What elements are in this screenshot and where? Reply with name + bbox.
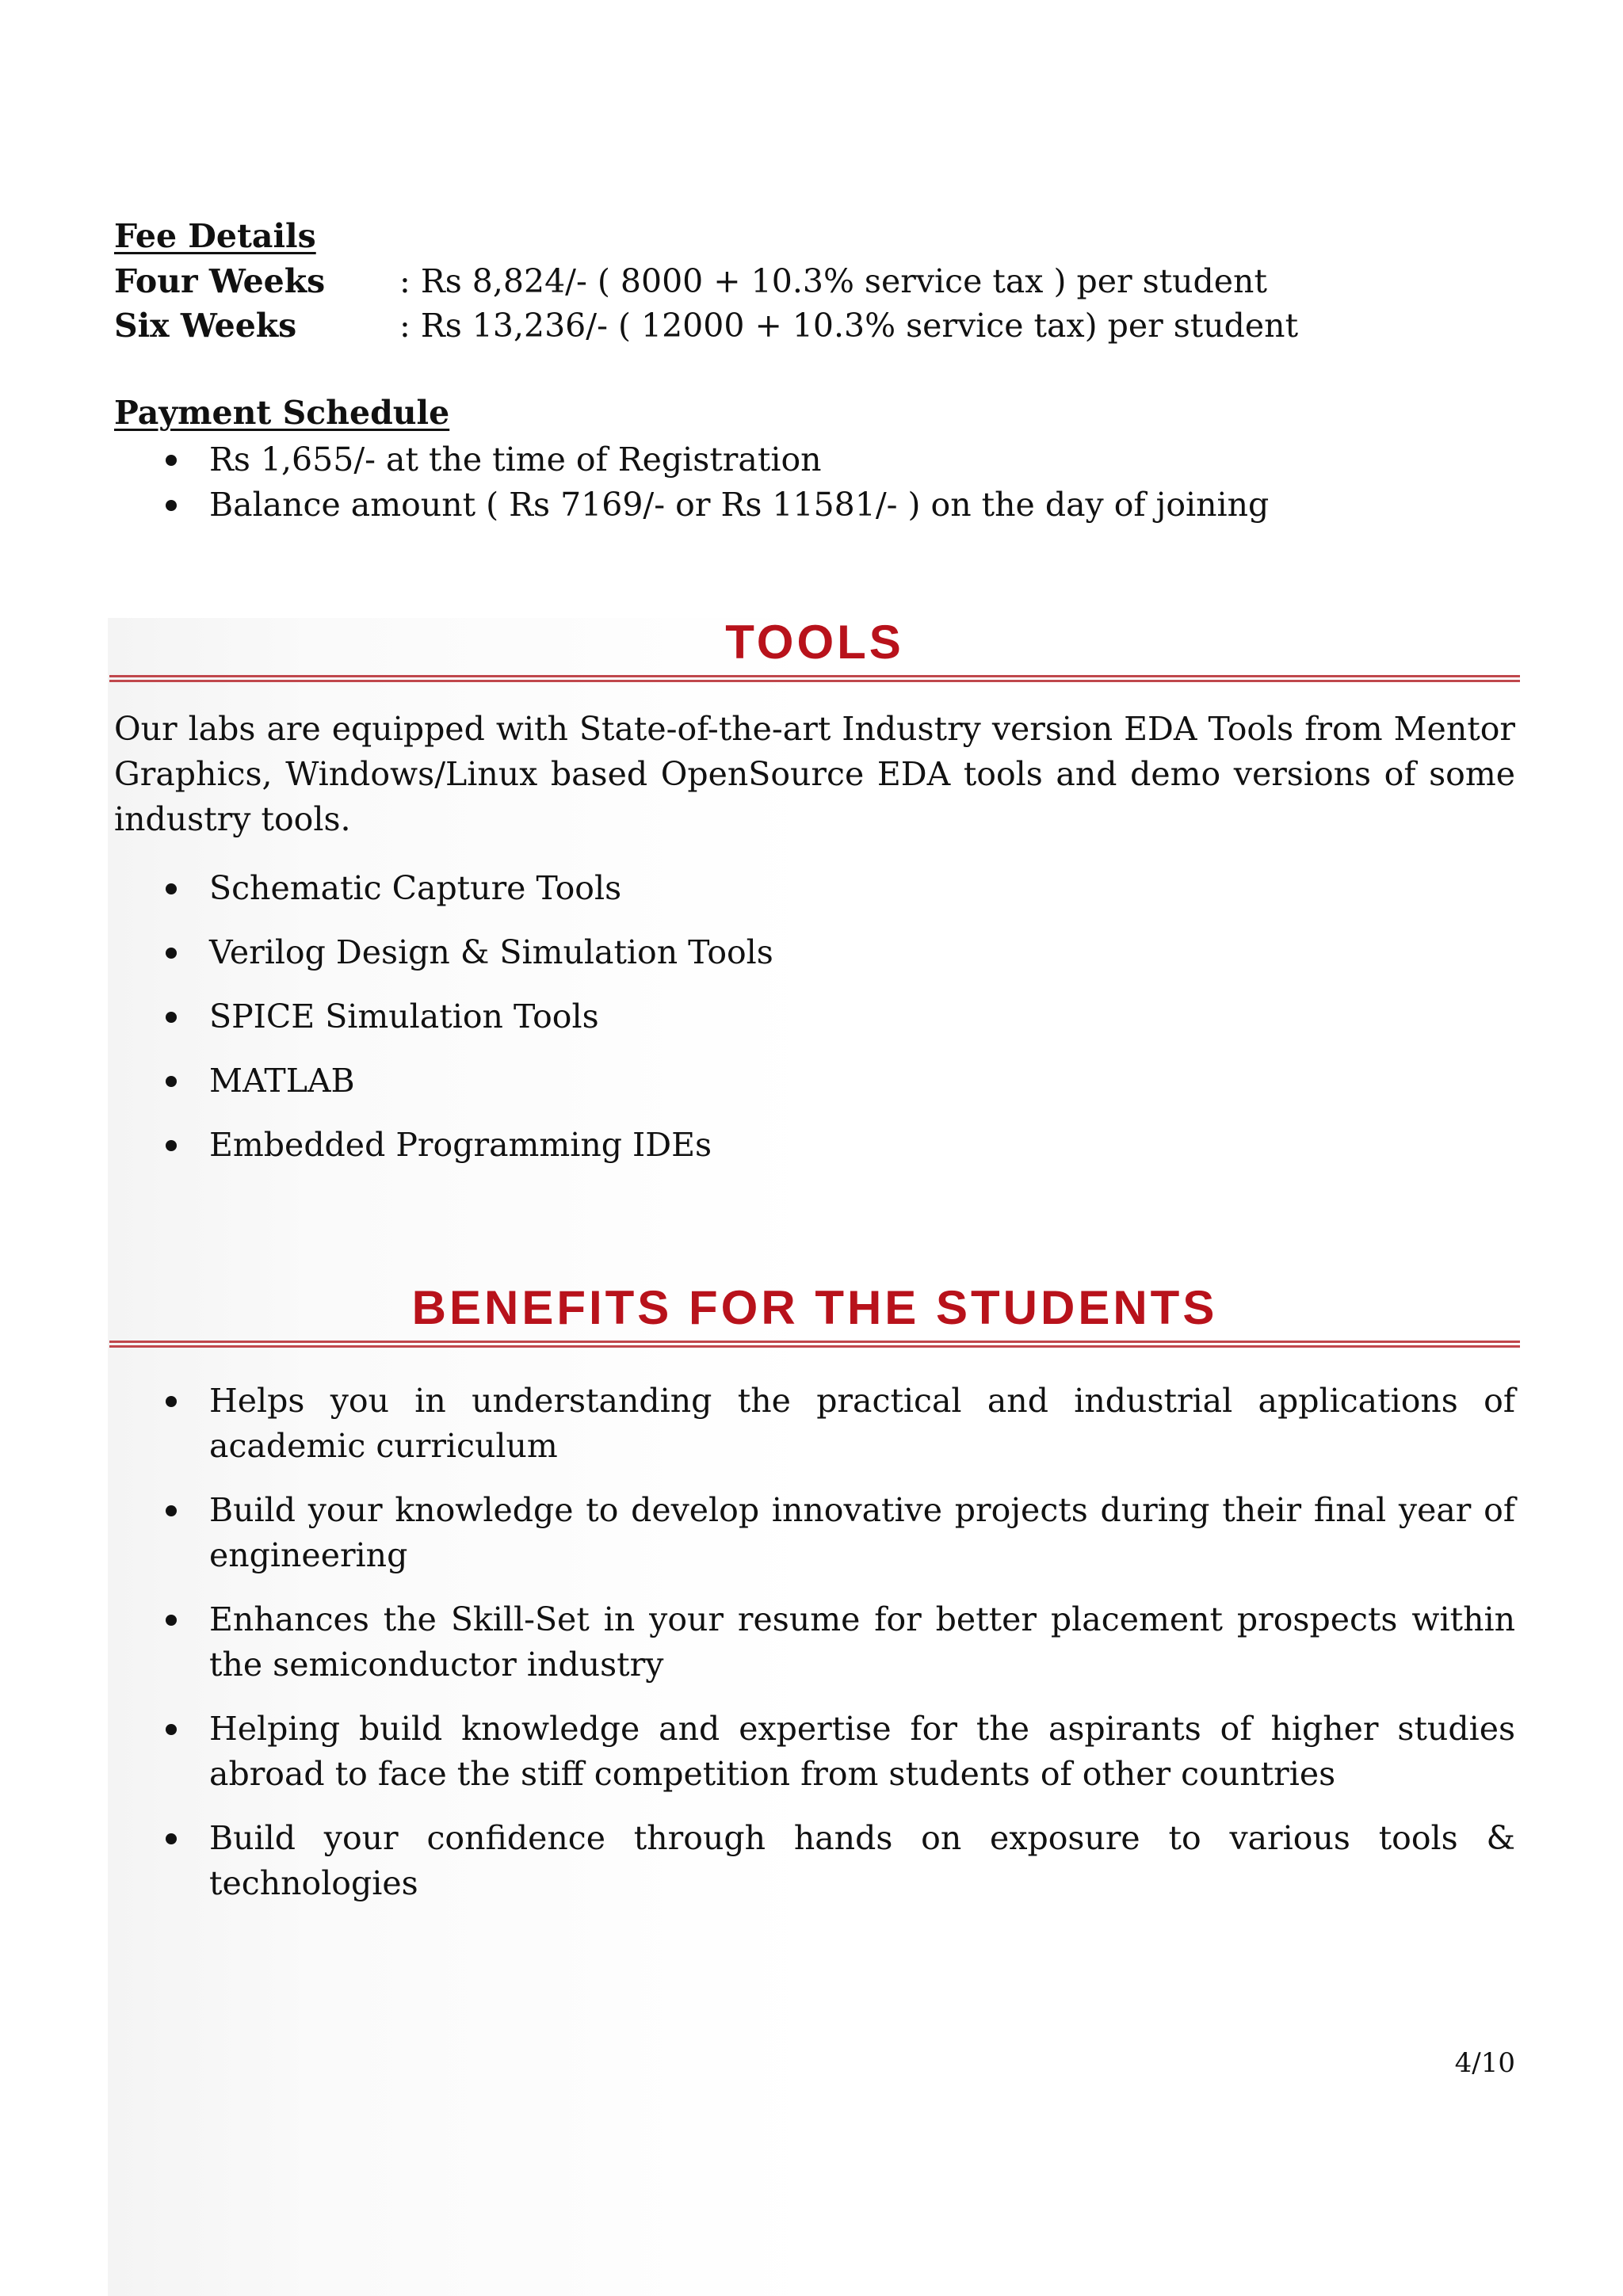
- list-item: Enhances the Skill-Set in your resume for better placement prospects within the semiconductor industry: [114, 1597, 1515, 1688]
- fee-row-six-weeks: [114, 303, 1515, 348]
- fee-value: : Rs 8,824/- ( 8000 + 10.3% service tax ) per student: [399, 262, 1267, 300]
- list-item: SPICE Simulation Tools: [114, 994, 1515, 1039]
- fee-label: Four Weeks: [114, 262, 326, 300]
- fee-value: : Rs 13,236/- ( 12000 + 10.3% service tax) per student: [399, 307, 1299, 345]
- list-item: Schematic Capture Tools: [114, 866, 1515, 911]
- tools-title-rule: [109, 675, 1520, 683]
- tools-intro: Our labs are equipped with State-of-the-art Industry version EDA Tools from Mentor Graphics, Windows/Linux based OpenSource EDA tools and demo versions of some industry tools.: [114, 710, 1515, 838]
- page-content: [114, 214, 1515, 1925]
- list-item: MATLAB: [114, 1058, 1515, 1104]
- tools-list: [114, 866, 1515, 1168]
- page-number: 4/10: [1454, 2047, 1515, 2079]
- list-item: Balance amount ( Rs 7169/- or Rs 11581/- ) on the day of joining: [114, 482, 1515, 528]
- list-item: Embedded Programming IDEs: [114, 1123, 1515, 1168]
- fee-label: Six Weeks: [114, 307, 297, 345]
- list-item: Build your knowledge to develop innovative projects during their final year of engineering: [114, 1488, 1515, 1578]
- benefits-title: BENEFITS FOR THE STUDENTS: [411, 1281, 1218, 1334]
- payment-schedule-heading: Payment Schedule: [114, 394, 450, 432]
- tools-title: TOOLS: [725, 616, 904, 669]
- fee-row-four-weeks: [114, 259, 1515, 303]
- list-item: Helping build knowledge and expertise for the aspirants of higher studies abroad to face the stiff competition from students of other countries: [114, 1707, 1515, 1797]
- list-item: Helps you in understanding the practical and industrial applications of academic curriculum: [114, 1379, 1515, 1469]
- fee-details-heading: Fee Details: [114, 217, 316, 255]
- list-item: Verilog Design & Simulation Tools: [114, 930, 1515, 975]
- benefits-title-rule: [109, 1341, 1520, 1348]
- list-item: Rs 1,655/- at the time of Registration: [114, 437, 1515, 482]
- payment-schedule-list: [114, 437, 1515, 528]
- list-item: Build your confidence through hands on exposure to various tools & technologies: [114, 1816, 1515, 1906]
- benefits-list: [114, 1379, 1515, 1906]
